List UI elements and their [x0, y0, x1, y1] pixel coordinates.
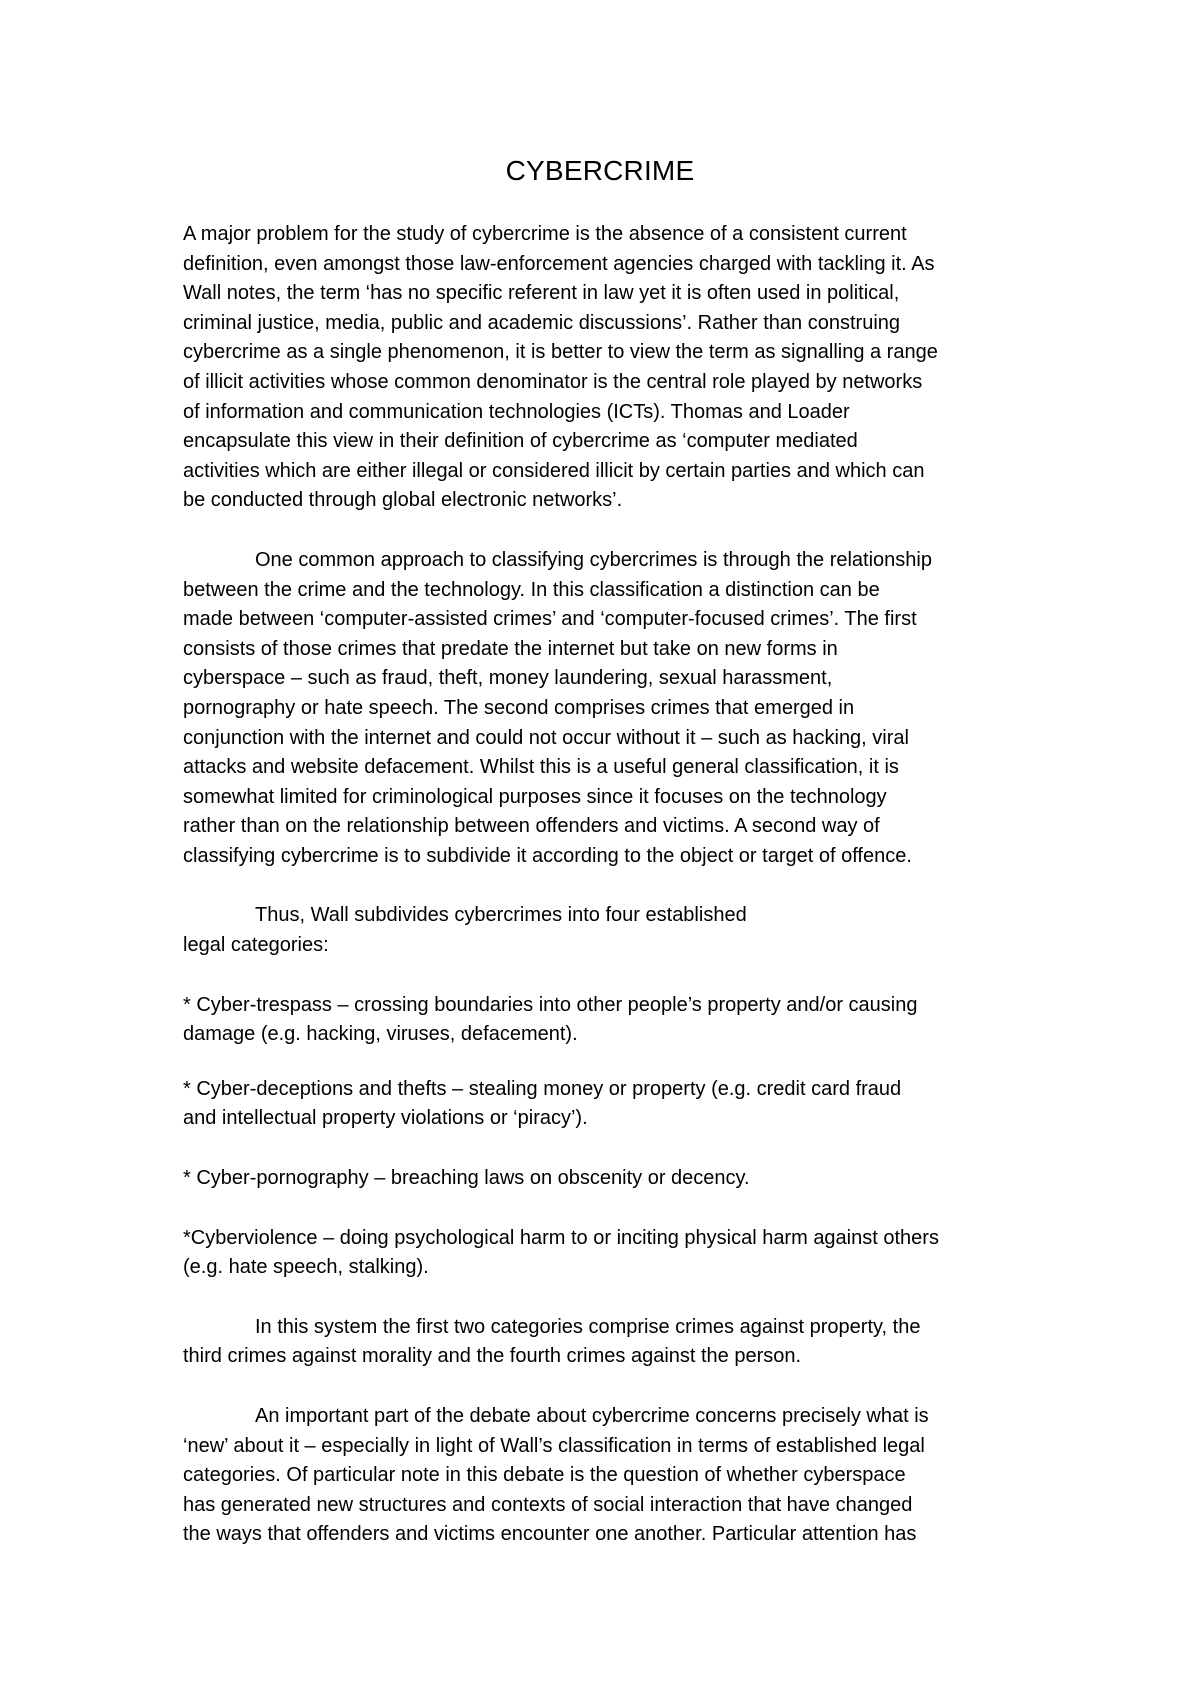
text-line: Wall notes, the term ‘has no specific referent in law yet it is often used in political,	[183, 282, 900, 305]
document-body	[183, 220, 1033, 1580]
text-line: rather than on the relationship between offenders and victims. A second way of	[183, 815, 880, 838]
text-line: One common approach to classifying cybercrimes is through the relationship	[255, 548, 932, 571]
paragraph-debate	[183, 1402, 1033, 1550]
text-line: pornography or hate speech. The second comprises crimes that emerged in	[183, 696, 855, 719]
text-line: categories. Of particular note in this debate is the question of whether cyberspace	[183, 1464, 906, 1487]
list-item-cyber-pornography	[183, 1164, 1033, 1194]
text-line: definition, even amongst those law-enforcement agencies charged with tackling it. As	[183, 252, 935, 275]
list-item-cyber-deceptions	[183, 1075, 1033, 1134]
text-line: third crimes against morality and the fourth crimes against the person.	[183, 1345, 802, 1368]
paragraph-system-summary	[183, 1313, 1033, 1372]
text-line: between the crime and the technology. In this classification a distinction can be	[183, 578, 880, 601]
text-line: * Cyber-pornography – breaching laws on obscenity or decency.	[183, 1167, 750, 1190]
text-line: be conducted through global electronic networks’.	[183, 489, 623, 512]
text-line: attacks and website defacement. Whilst this is a useful general classification, it is	[183, 756, 899, 779]
text-line: Thus, Wall subdivides cybercrimes into four established	[255, 904, 747, 927]
text-line: * Cyber-trespass – crossing boundaries into other people’s property and/or causing	[183, 993, 918, 1016]
text-line: (e.g. hate speech, stalking).	[183, 1256, 429, 1279]
text-line: the ways that offenders and victims encounter one another. Particular attention has	[183, 1523, 917, 1546]
text-line: criminal justice, media, public and academic discussions’. Rather than construing	[183, 311, 901, 334]
text-line: *Cyberviolence – doing psychological harm to or inciting physical harm against others	[183, 1226, 939, 1249]
text-line: encapsulate this view in their definition of cybercrime as ‘computer mediated	[183, 430, 858, 453]
text-line: of information and communication technologies (ICTs). Thomas and Loader	[183, 400, 850, 423]
text-line: classifying cybercrime is to subdivide it according to the object or target of offence.	[183, 844, 912, 867]
text-line: of illicit activities whose common denominator is the central role played by networks	[183, 370, 923, 393]
text-line: made between ‘computer-assisted crimes’ and ‘computer-focused crimes’. The first	[183, 608, 917, 631]
text-line: somewhat limited for criminological purposes since it focuses on the technology	[183, 785, 887, 808]
text-line: has generated new structures and contexts of social interaction that have changed	[183, 1493, 913, 1516]
text-line: A major problem for the study of cybercrime is the absence of a consistent current	[183, 223, 907, 245]
list-item-cyberviolence	[183, 1224, 1033, 1283]
paragraph-classification	[183, 546, 1033, 872]
text-line: An important part of the debate about cybercrime concerns precisely what is	[255, 1405, 929, 1427]
text-line: ‘new’ about it – especially in light of Wall’s classification in terms of established legal	[183, 1434, 925, 1457]
text-line: cybercrime as a single phenomenon, it is better to view the term as signalling a range	[183, 341, 938, 364]
paragraph-wall-categories	[183, 901, 1033, 960]
text-line: * Cyber-deceptions and thefts – stealing money or property (e.g. credit card fraud	[183, 1077, 902, 1100]
document-title: CYBERCRIME	[505, 155, 695, 186]
text-line: and intellectual property violations or ‘piracy’).	[183, 1107, 588, 1130]
text-line: In this system the first two categories comprise crimes against property, the	[255, 1315, 921, 1338]
text-line: consists of those crimes that predate the internet but take on new forms in	[183, 637, 838, 660]
paragraph-definition	[183, 220, 1033, 516]
text-line: activities which are either illegal or considered illicit by certain parties and which can	[183, 459, 925, 482]
text-line: damage (e.g. hacking, viruses, defacement).	[183, 1023, 578, 1046]
text-line: conjunction with the internet and could not occur without it – such as hacking, viral	[183, 726, 909, 749]
text-line: cyberspace – such as fraud, theft, money laundering, sexual harassment,	[183, 667, 833, 690]
list-item-cyber-trespass	[183, 991, 1033, 1050]
text-line: legal categories:	[183, 934, 329, 957]
